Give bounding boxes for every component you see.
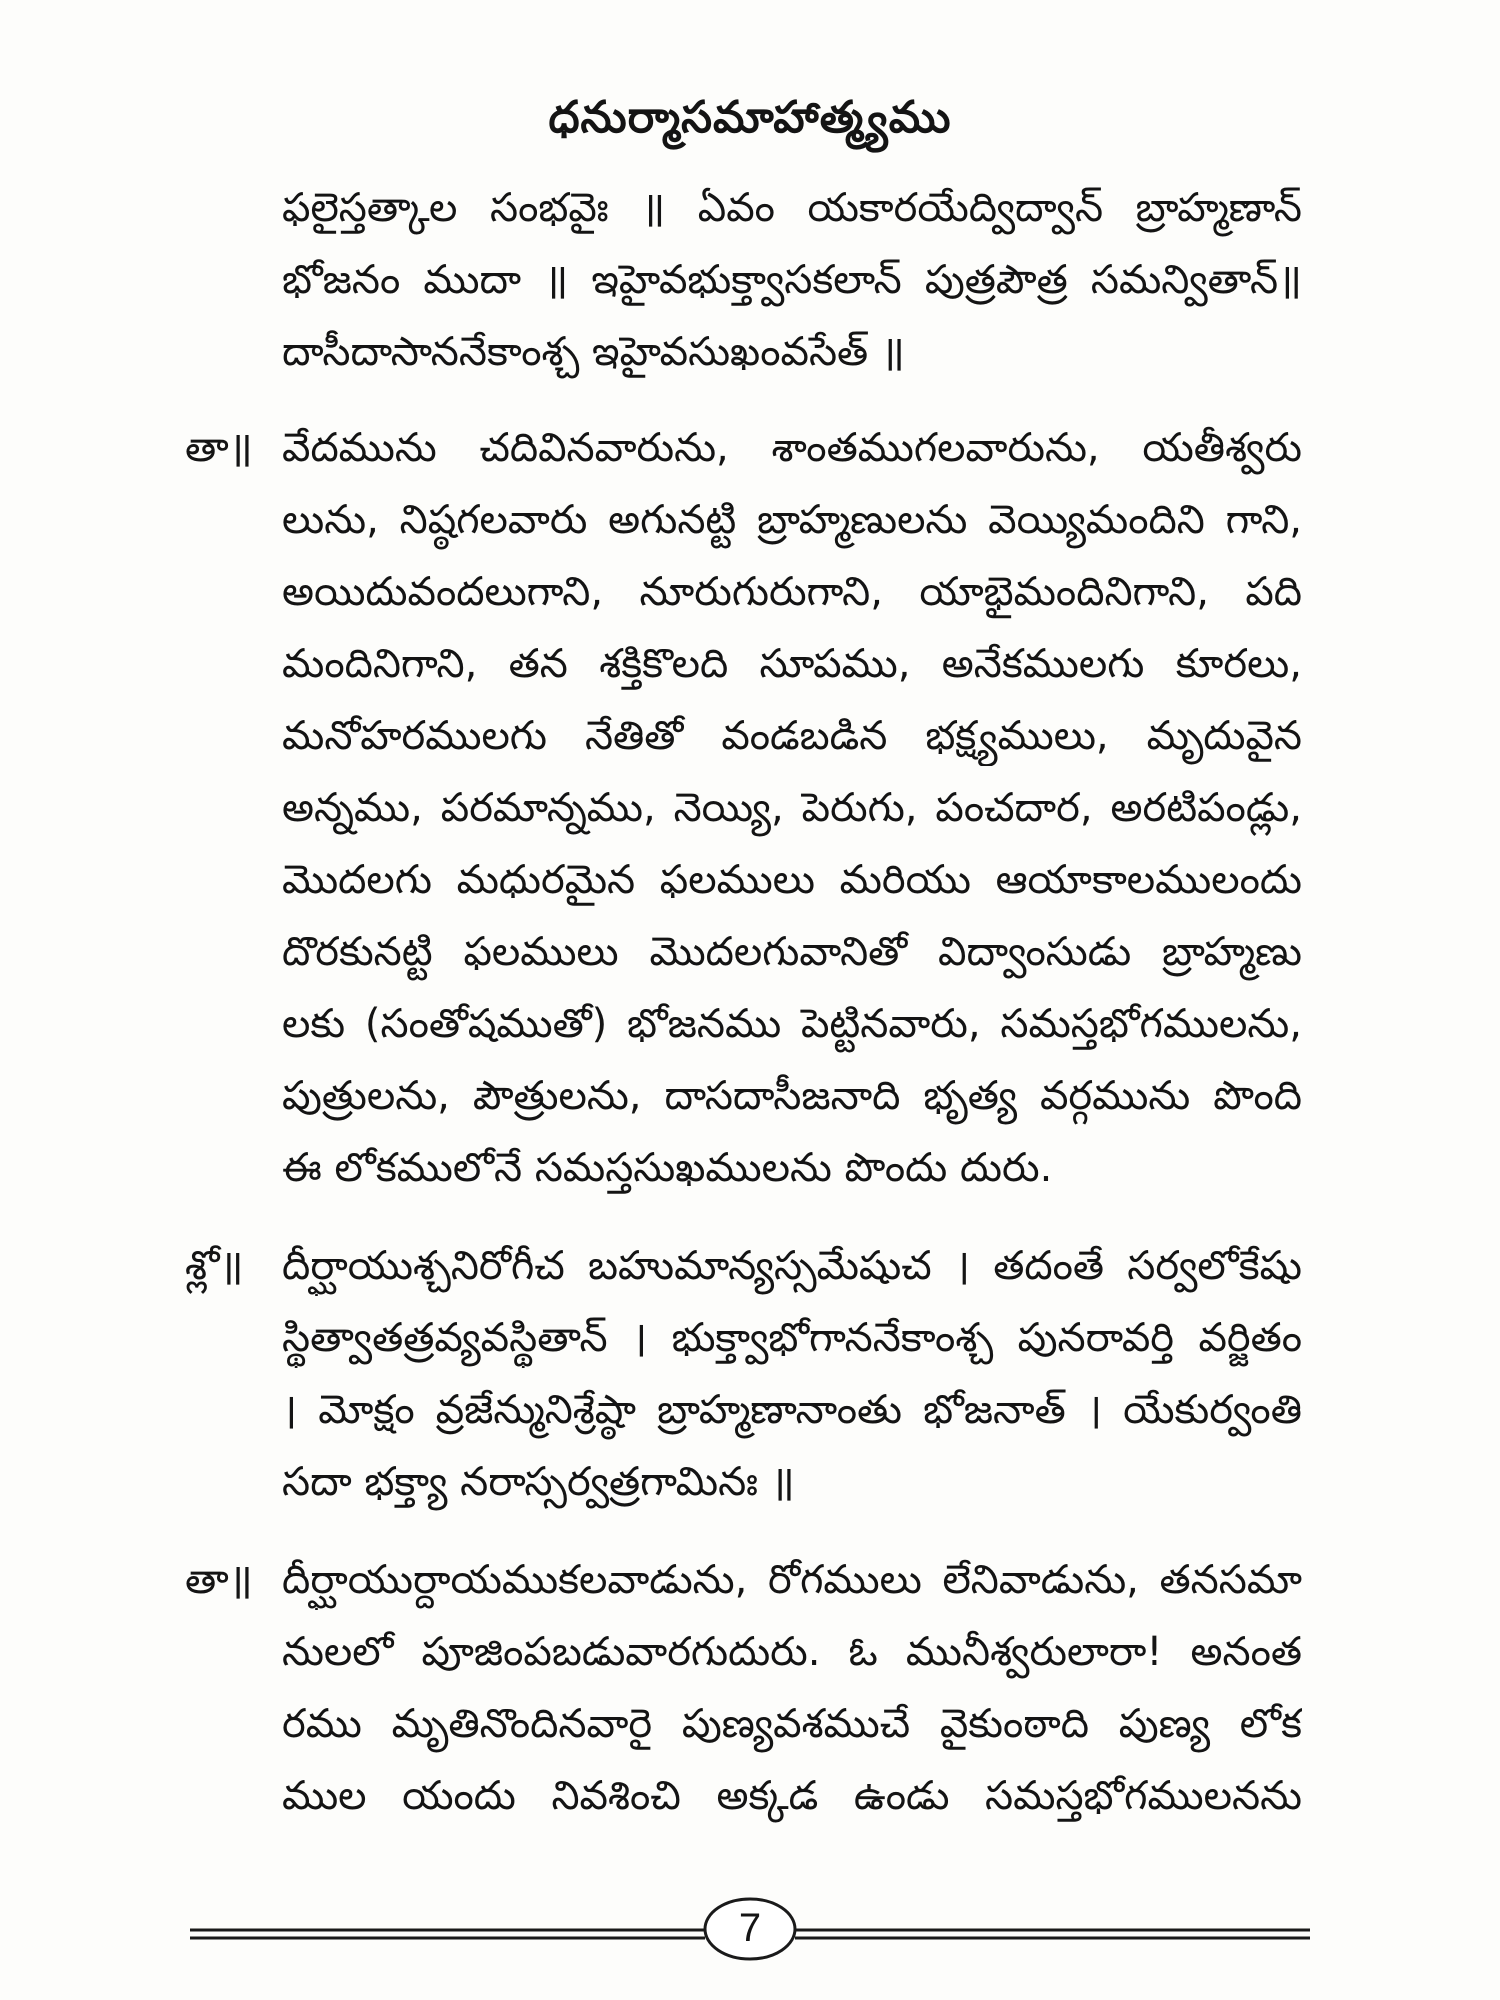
verse-line: భోజనం ముదా ॥ ఇహైవభుక్త్వాసకలాన్ పుత్రపౌత్ర సమన్వితాన్॥ [282, 257, 1302, 303]
translation-line: లకు (సంతోషముతో) భోజనము పెట్టినవారు, సమస్తభోగములను, [282, 1001, 1302, 1047]
translation-line: వేదమును చదివినవారును, శాంతముగలవారును, యతీశ్వరు [282, 425, 1302, 471]
sloka-line: స్థిత్వాతత్రవ్యవస్థితాన్ । భుక్త్వాభోగాననేకాంశ్చ పునరావర్తి వర్జితం [282, 1315, 1302, 1361]
translation-marker: తా॥ [185, 1557, 253, 1603]
translation-line: దొరకునట్టి ఫలములు మొదలగువానితో విద్వాంసుడు బ్రాహ్మణు [282, 929, 1302, 975]
translation-line: ముల యందు నివశించి అక్కడ ఉండు సమస్తభోగములనను [282, 1773, 1302, 1819]
verse-line: దాసీదాసాననేకాంశ్చ ఇహైవసుఖంవసేత్ ॥ [282, 329, 905, 375]
sloka-line: దీర్ఘాయుశ్చనిరోగీచ బహుమాన్యస్సమేషుచ । తదంతే సర్వలోకేషు [282, 1243, 1302, 1289]
translation-line: లును, నిష్ఠగలవారు అగునట్టి బ్రాహ్మణులను వెయ్యిమందిని గాని, [282, 497, 1302, 543]
page-footer [190, 1895, 1310, 1965]
translation-line: మనోహరములగు నేతితో వండబడిన భక్ష్యములు, మృదువైన [282, 713, 1302, 759]
translation-line: నులలో పూజింపబడువారగుదురు. ఓ మునీశ్వరులారా! అనంత [282, 1629, 1302, 1675]
sloka-marker: శ్లో॥ [185, 1243, 244, 1289]
verse-line: ఫలైస్తత్కాల సంభవైః ॥ ఏవం యకారయేద్విద్వాన్ బ్రాహ్మణాన్ [282, 185, 1302, 231]
running-title: ధనుర్మాసమాహాత్మ్యము [548, 92, 952, 143]
translation-line: రము మృతినొందినవారై పుణ్యవశముచే వైకుంఠాది పుణ్య లోక [282, 1701, 1302, 1747]
sloka-line: సదా భక్త్యా నరాస్సర్వత్రగామినః ॥ [282, 1459, 795, 1505]
sloka-line: । మోక్షం వ్రజేన్మునిశ్రేష్ఠా బ్రాహ్మణానాంతు భోజనాత్ । యేకుర్వంతి [282, 1387, 1302, 1433]
page-number: 7 [738, 1906, 762, 1950]
translation-line: పుత్రులను, పౌత్రులను, దాసదాసీజనాది భృత్య వర్గమును పొంది [282, 1073, 1302, 1119]
translation-line: మొదలగు మధురమైన ఫలములు మరియు ఆయాకాలములందు [282, 857, 1302, 903]
translation-line: మందినిగాని, తన శక్తికొలది సూపము, అనేకములగు కూరలు, [282, 641, 1302, 687]
translation-marker: తా॥ [185, 425, 253, 471]
translation-line: అన్నము, పరమాన్నము, నెయ్యి, పెరుగు, పంచదార, అరటిపండ్లు, [282, 785, 1302, 831]
translation-line: అయిదువందలుగాని, నూరుగురుగాని, యాభైమందినిగాని, పది [282, 569, 1302, 615]
translation-line: ఈ లోకములోనే సమస్తసుఖములను పొందు దురు. [282, 1145, 1053, 1191]
translation-line: దీర్ఘాయుర్దాయముకలవాడును, రోగములు లేనివాడును, తనసమా [282, 1557, 1302, 1603]
